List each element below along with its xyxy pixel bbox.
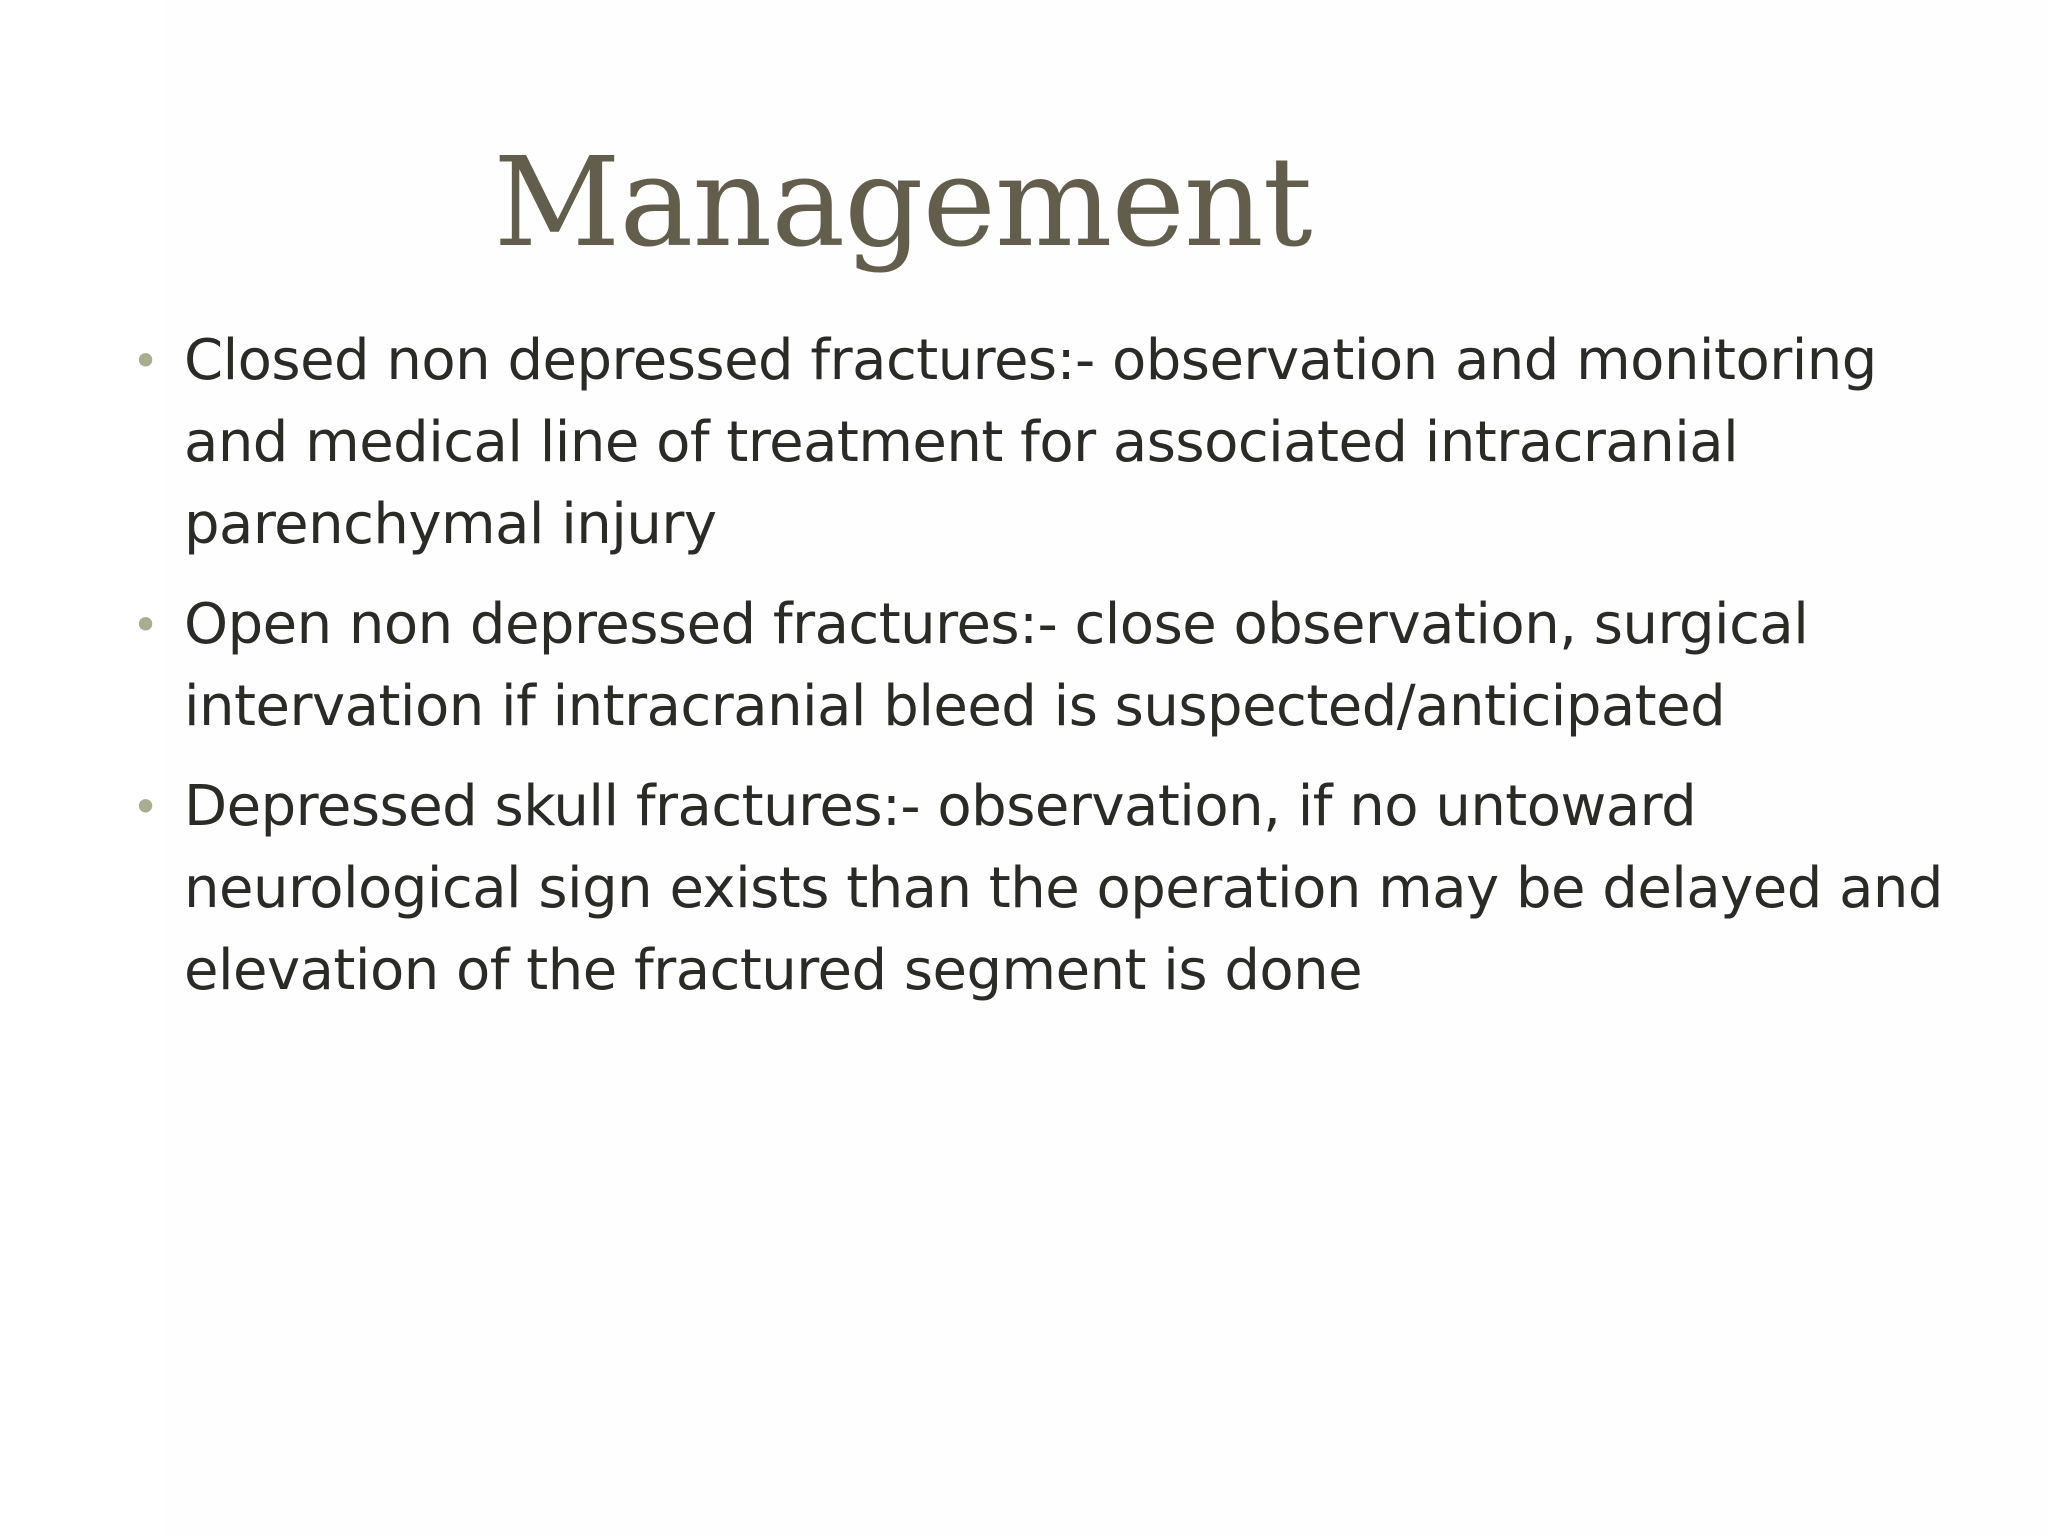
bullet-dot-icon: • bbox=[132, 334, 159, 388]
bullet-item bbox=[132, 584, 1964, 748]
bullet-item bbox=[132, 320, 1964, 566]
bullet-list bbox=[132, 320, 1964, 1030]
bullet-dot-icon: • bbox=[132, 598, 159, 652]
bullet-dot-icon: • bbox=[132, 780, 159, 834]
slide-title: Management bbox=[493, 131, 1312, 275]
bullet-item bbox=[132, 766, 1964, 1012]
bullet-text: Depressed skull fractures:- observation, if no untoward neurological sign exists than the operation may be delayed and elevation of the fractured segment is done bbox=[184, 774, 1943, 1003]
bullet-text: Closed non depressed fractures:- observation and monitoring and medical line of treatment for associated intracranial parenchymal injury bbox=[184, 328, 1877, 557]
bullet-text: Open non depressed fractures:- close observation, surgical intervation if intracranial bleed is suspected/anticipated bbox=[184, 592, 1809, 739]
